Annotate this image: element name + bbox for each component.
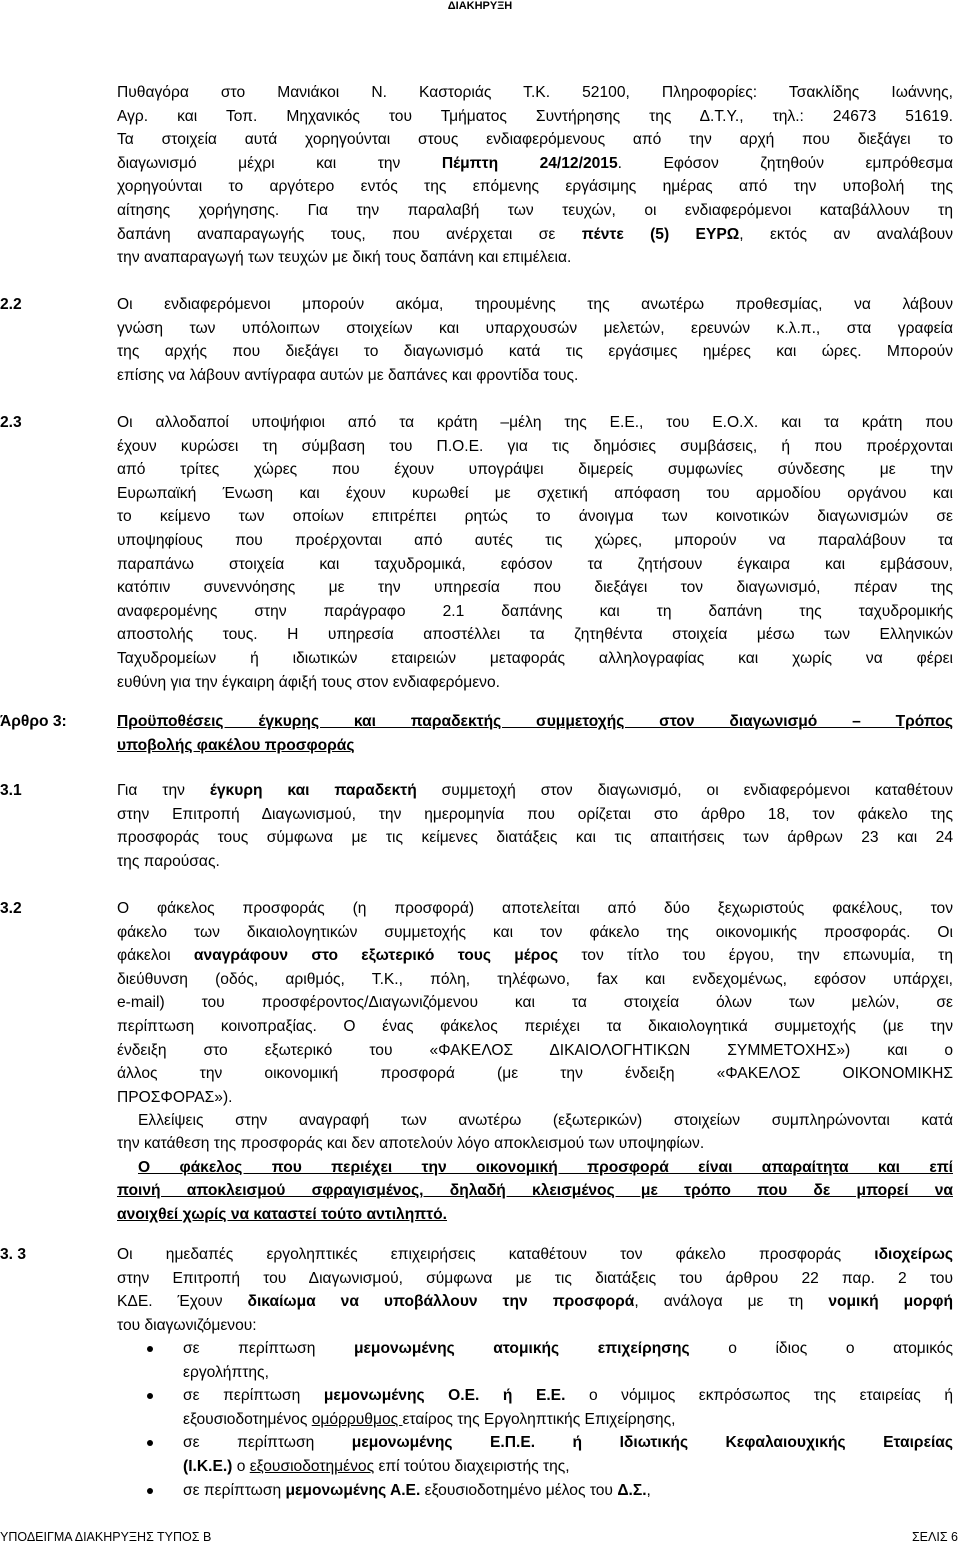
text-line: το κείμενο των οποίων επιτρέπει ρητώς το άνοιγμα των κοινοτικών διαγωνισμών σε bbox=[117, 508, 953, 526]
text-line: προσφοράς τους σύμφωνα με τις κείμενες διατάξεις και τις απαιτήσεις των άρθρων 23 και 24 bbox=[117, 829, 953, 847]
text-line: Για την έγκυρη και παραδεκτή συμμετοχή στον διαγωνισμό, οι ενδιαφερόμενοι καταθέτουν bbox=[117, 782, 953, 799]
bullet-icon bbox=[147, 1393, 153, 1399]
text-line: Προϋποθέσεις έγκυρης και παραδεκτής συμμετοχής στον διαγωνισμό – Τρόπος bbox=[117, 713, 953, 730]
text-line: γνώση των υπόλοιπων στοιχείων και υπαρχουσών μελετών, ερευνών κ.λ.π., στα γραφεία bbox=[117, 319, 953, 337]
section-3-2 bbox=[117, 897, 953, 1109]
text-line: αίτησης χορήγησης. Για την παραλαβή των τευχών, οι ενδιαφερόμενοι καταβάλλουν τη bbox=[117, 201, 953, 219]
article-title bbox=[117, 710, 953, 757]
section-number: 2.2 bbox=[0, 296, 22, 313]
text-line: διεύθυνση (οδός, αριθμός, Τ.Κ., πόλη, τηλέφωνο, fax και ενδεχομένως, εφόσον υπάρχει, bbox=[117, 970, 953, 988]
text-line: ευθύνη για την έγκαιρη άφιξή τους στον ενδιαφερόμενο. bbox=[117, 673, 500, 691]
section-number: 3.1 bbox=[0, 782, 22, 799]
text-line: Οι ημεδαπές εργοληπτικές επιχειρήσεις καταθέτουν τον φάκελο προσφοράς ιδιοχείρως bbox=[117, 1246, 953, 1263]
text-line: εργολήπτης, bbox=[183, 1363, 269, 1381]
document-header: ΔΙΑΚΗΡΥΞΗ bbox=[447, 0, 513, 12]
text-line: Ο φάκελος που περιέχει την οικονομική προσφορά είναι απαραίτητα και επί bbox=[138, 1159, 953, 1176]
section-number: 2.3 bbox=[0, 414, 22, 431]
list-item bbox=[117, 1337, 953, 1384]
sealed-envelope-notice-first bbox=[138, 1156, 953, 1180]
text-line: υποβολής φακέλου προσφοράς bbox=[117, 736, 355, 754]
text-line: Ταχυδρομείων ή ιδιωτικών εταιρειών μεταφοράς αλληλογραφίας και χωρίς να φέρει bbox=[117, 649, 953, 667]
text-line: του διαγωνιζόμενου: bbox=[117, 1316, 257, 1334]
page-number: ΣΕΛΙΣ 6 bbox=[911, 1530, 958, 1544]
text-line: χορηγούνται το αργότερο εντός της επόμενης εργάσιμης ημέρας από την υποβολή της bbox=[117, 178, 953, 196]
text-line: ποινή αποκλεισμού σφραγισμένος, δηλαδή κλεισμένος με τρόπο που δε μπορεί να bbox=[117, 1182, 953, 1199]
section-2-2 bbox=[117, 293, 953, 387]
text-line: υποψηφίους που προέρχονται από αυτές τις χώρες, μπορούν να παραλάβουν τα bbox=[117, 531, 953, 549]
section-number: 3. 3 bbox=[0, 1246, 27, 1263]
text-line: στην Επιτροπή του Διαγωνισμού, σύμφωνα με τις διατάξεις του άρθρου 22 παρ. 2 του bbox=[117, 1269, 953, 1287]
text-line: ΠΡΟΣΦΟΡΑΣ»). bbox=[117, 1088, 233, 1106]
text-line: Οι ενδιαφερόμενοι μπορούν ακόμα, τηρουμένης της ανωτέρω προθεσμίας, να λάβουν bbox=[117, 296, 953, 313]
text-line: επίσης να λάβουν αντίγραφα αυτών με δαπάνες και φροντίδα τους. bbox=[117, 366, 579, 384]
text-line: e-mail) του προσφέροντος/Διαγωνιζόμενου και τα στοιχεία όλων των μελών, σε bbox=[117, 994, 953, 1012]
bullet-icon bbox=[147, 1488, 153, 1494]
text-line: αποστολής τους. Η υπηρεσία αποστέλλει τα ζητηθέντα στοιχεία μέσω των Ελληνικών bbox=[117, 626, 953, 644]
text-line: Οι αλλοδαποί υποψήφιοι από τα κράτη –μέλη της Ε.Ε., του Ε.Ο.Χ. και τα κράτη που bbox=[117, 414, 953, 431]
text-line: στην Επιτροπή Διαγωνισμού, την ημερομηνία που ορίζεται στο άρθρο 18, τον φάκελο της bbox=[117, 805, 953, 823]
section-number: 3.2 bbox=[0, 900, 22, 917]
article-label: Άρθρο 3: bbox=[0, 713, 67, 730]
text-line: Ο φάκελος προσφοράς (η προσφορά) αποτελείται από δύο ξεχωριστούς φακέλους, τον bbox=[117, 900, 953, 917]
section-3-1 bbox=[117, 779, 953, 873]
text-line: ΚΔΕ. Έχουν δικαίωμα να υποβάλλουν την προσφορά, ανάλογα με τη νομική μορφή bbox=[117, 1293, 953, 1311]
footer-left: ΥΠΟΔΕΙΓΜΑ ΔΙΑΚΗΡΥΞΗΣ ΤΥΠΟΣ Β bbox=[0, 1530, 212, 1544]
text-line: από τρίτες χώρες που έχουν υπογράψει διμερείς συμφωνίες σύνδεσης με την bbox=[117, 461, 953, 479]
section-3-2-deficiencies-rest bbox=[117, 1132, 953, 1156]
section-2-3 bbox=[117, 411, 953, 694]
list-item bbox=[117, 1479, 953, 1503]
text-line: διαγωνισμό μέχρι και την Πέμπτη 24/12/2015. Εφόσον ζητηθούν εμπρόθεσμα bbox=[117, 154, 953, 172]
intro-paragraph bbox=[117, 81, 953, 270]
text-line: παραπάνω στοιχεία και ταχυδρομικά, εφόσον τα ζητήσουν έγκαιρα και εμβάσουν, bbox=[117, 555, 953, 573]
text-line: ανοιχθεί χωρίς να καταστεί τούτο αντιληπτό. bbox=[117, 1205, 448, 1223]
text-line: Ευρωπαϊκή Ένωση και έχουν κυρωθεί με σχετική απόφαση του αρμοδίου οργάνου και bbox=[117, 484, 953, 502]
text-line: την κατάθεση της προσφοράς και δεν αποτελούν λόγο αποκλεισμού των υποψηφίων. bbox=[117, 1135, 705, 1152]
list-item bbox=[117, 1431, 953, 1478]
text-line: κατόπιν συνεννόησης με την υπηρεσία που διεξάγει τον διαγωνισμό, πέραν της bbox=[117, 579, 953, 597]
text-line: έχουν κυρώσει τη σύμβαση του Π.Ο.Ε. για τις δημόσιες συμβάσεις, ή που προέρχονται bbox=[117, 437, 953, 455]
text-line: (Ι.Κ.Ε.) ο εξουσιοδοτημένος επί τούτου διαχειριστής της, bbox=[183, 1457, 570, 1475]
text-line: σε περίπτωση μεμονωμένης Ε.Π.Ε. ή Ιδιωτικής Κεφαλαιουχικής Εταιρείας bbox=[183, 1434, 953, 1452]
text-line: της παρούσας. bbox=[117, 852, 220, 870]
text-line: φάκελοι αναγράφουν στο εξωτερικό τους μέρος τον τίτλο του έργου, την επωνυμία, τη bbox=[117, 947, 954, 965]
bullet-icon bbox=[147, 1440, 153, 1446]
section-3-3 bbox=[117, 1243, 953, 1337]
text-line: δαπάνη αναπαραγωγής τους, που ανέρχεται σε πέντε (5) ΕΥΡΩ, εκτός αν αναλάβουν bbox=[117, 225, 953, 243]
text-line: περίπτωση κοινοπραξίας. Ο ένας φάκελος περιέχει τα δικαιολογητικά συμμετοχής (με την bbox=[117, 1017, 953, 1035]
section-3-2-deficiencies-first bbox=[138, 1109, 953, 1133]
text-line: ένδειξη στο εξωτερικό του «ΦΑΚΕΛΟΣ ΔΙΚΑΙΟΛΟΓΗΤΙΚΩΝ ΣΥΜΜΕΤΟΧΗΣ») και ο bbox=[117, 1041, 953, 1059]
text-line: σε περίπτωση μεμονωμένης ατομικής επιχείρησης ο ίδιος ο ατομικός bbox=[183, 1340, 953, 1357]
text-line: εξουσιοδοτημένος ομόρρυθμος εταίρος της Εργοληπτικής Επιχείρησης, bbox=[183, 1410, 676, 1428]
text-line: σε περίπτωση μεμονωμένης Ο.Ε. ή Ε.Ε. ο νόμιμος εκπρόσωπος της εταιρείας ή bbox=[183, 1387, 953, 1405]
text-line: Αγρ. και Τοπ. Μηχανικός του Τμήματος Συντήρησης της Δ.Τ.Υ., τηλ.: 24673 51619. bbox=[117, 107, 953, 125]
text-line: αναφερομένης στην παράγραφο 2.1 δαπάνης και τη δαπάνη της ταχυδρομικής bbox=[117, 602, 953, 620]
text-line: Τα στοιχεία αυτά χορηγούνται στους ενδιαφερόμενους από την αρχή που διεξάγει το bbox=[117, 131, 953, 149]
text-line: Ελλείψεις στην αναγραφή των ανωτέρω (εξωτερικών) στοιχείων συμπληρώνονται κατά bbox=[138, 1112, 953, 1129]
text-line: την αναπαραγωγή των τευχών με δική τους δαπάνη και επιμέλεια. bbox=[117, 249, 572, 267]
list-item bbox=[117, 1384, 953, 1431]
text-line: άλλος την οικονομική προσφορά (με την ένδειξη «ΦΑΚΕΛΟΣ ΟΙΚΟΝΟΜΙΚΗΣ bbox=[117, 1065, 953, 1083]
sealed-envelope-notice bbox=[117, 1179, 953, 1226]
text-line: φάκελο των δικαιολογητικών συμμετοχής και τον φάκελο της οικονομικής προσφοράς. Οι bbox=[117, 923, 953, 941]
text-line: Πυθαγόρα στο Μανιάκοι Ν. Καστοριάς Τ.Κ. 52100, Πληροφορίες: Τσακλίδης Ιωάννης, bbox=[117, 84, 953, 101]
text-line: σε περίπτωση μεμονωμένης Α.Ε. εξουσιοδοτημένο μέλος του Δ.Σ., bbox=[183, 1481, 651, 1499]
text-line: της αρχής που διεξάγει το διαγωνισμό κατά τις εργάσιμες ημέρες και ώρες. Μπορούν bbox=[117, 343, 953, 361]
representation-list bbox=[117, 1337, 953, 1502]
bullet-icon bbox=[147, 1346, 153, 1352]
